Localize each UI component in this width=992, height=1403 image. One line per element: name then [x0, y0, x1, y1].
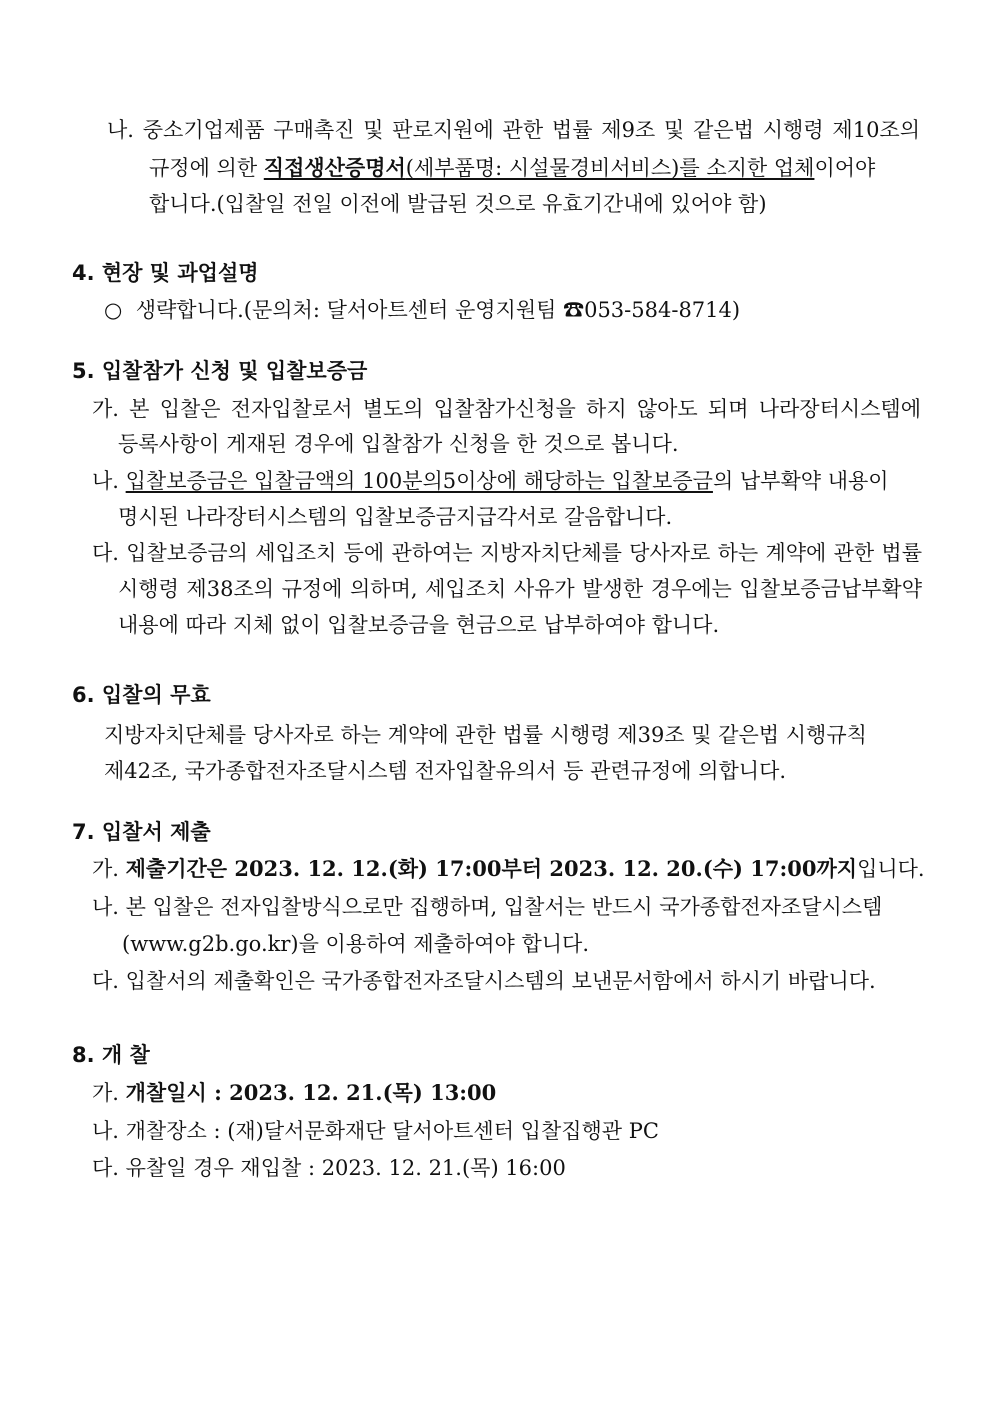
section-5-na-line-2: 명시된 나라장터시스템의 입찰보증금지급각서로 갈음합니다. — [118, 505, 673, 529]
section-5-na-marker: 나. — [92, 469, 126, 493]
section-6-line-1: 지방자치단체를 당사자로 하는 계약에 관한 법률 시행령 제39조 및 같은법 시행규칙 — [104, 723, 867, 747]
bid-bond-underlined: 입찰보증금은 입찰금액의 100분의5이상에 해당하는 입찰보증금 — [125, 469, 713, 493]
clause-na-text: 규정에 의한 — [149, 156, 264, 180]
section-7-da: 다. 입찰서의 제출확인은 국가종합전자조달시스템의 보낸문서함에서 하시기 바랍니다. — [92, 969, 876, 993]
section-5-da-line-2: 시행령 제38조의 규정에 의하며, 세입조치 사유가 발생한 경우에는 입찰보증금납부확약 — [118, 577, 922, 601]
section-7-na-line-2: (www.g2b.go.kr)을 이용하여 제출하여야 합니다. — [122, 932, 589, 956]
section-8-na: 나. 개찰장소 : (재)달서문화재단 달서아트센터 입찰집행관 PC — [92, 1119, 659, 1143]
clause-na-line-1: 나. 중소기업제품 구매촉진 및 판로지원에 관한 법률 제9조 및 같은법 시행령 제10조의 — [107, 118, 920, 142]
section-8-ga-marker: 가. — [92, 1081, 126, 1105]
section-7-na-line-1: 나. 본 입찰은 전자입찰방식으로만 집행하며, 입찰서는 반드시 국가종합전자조달시스템 — [92, 895, 883, 919]
section-4-item — [104, 295, 740, 325]
section-5-na-line-1 — [92, 466, 922, 496]
section-7-ga-suffix: 입니다. — [857, 857, 925, 881]
section-6-heading: 6. 입찰의 무효 — [72, 683, 211, 707]
section-8-heading: 8. 개 찰 — [72, 1043, 150, 1067]
bullet-icon: ○ — [104, 298, 123, 322]
section-5-ga-line-2: 등록사항이 게재된 경우에 입찰참가 신청을 한 것으로 봅니다. — [118, 432, 679, 456]
section-8-da: 다. 유찰일 경우 재입찰 : 2023. 12. 21.(목) 16:00 — [92, 1156, 566, 1180]
section-4-heading: 4. 현장 및 과업설명 — [72, 261, 259, 285]
section-5-heading: 5. 입찰참가 신청 및 입찰보증금 — [72, 359, 368, 383]
section-7-heading: 7. 입찰서 제출 — [72, 820, 211, 844]
section-7-ga — [92, 854, 925, 884]
detailed-item-name: (세부품명: 시설물경비서비스)를 소지한 업체 — [405, 156, 815, 180]
section-4-text: 생략합니다.(문의처: 달서아트센터 운영지원팀 ☎053-584-8714) — [135, 298, 741, 322]
section-5-da-line-3: 내용에 따라 지체 없이 입찰보증금을 현금으로 납부하여야 합니다. — [118, 613, 720, 637]
section-6-line-2: 제42조, 국가종합전자조달시스템 전자입찰유의서 등 관련규정에 의합니다. — [104, 759, 787, 783]
clause-na-line-3: 합니다.(입찰일 전일 이전에 발급된 것으로 유효기간내에 있어야 함) — [149, 192, 767, 216]
opening-datetime: 개찰일시 : 2023. 12. 21.(목) 13:00 — [125, 1080, 497, 1105]
section-8-ga — [92, 1078, 496, 1108]
direct-production-certificate: 직접생산증명서 — [263, 155, 406, 180]
clause-na-line-2 — [149, 153, 924, 183]
clause-na-suffix: 이어야 — [814, 156, 876, 180]
section-7-ga-marker: 가. — [92, 857, 126, 881]
submission-period: 제출기간은 2023. 12. 12.(화) 17:00부터 2023. 12. 20.(수) 17:00까지 — [125, 856, 858, 881]
section-5-da-line-1: 다. 입찰보증금의 세입조치 등에 관하여는 지방자치단체를 당사자로 하는 계약에 관한 법률 — [92, 541, 922, 565]
section-5-na-suffix: 의 납부확약 내용이 — [712, 469, 889, 493]
section-5-ga-line-1: 가. 본 입찰은 전자입찰로서 별도의 입찰참가신청을 하지 않아도 되며 나라장터시스템에 — [92, 397, 921, 421]
